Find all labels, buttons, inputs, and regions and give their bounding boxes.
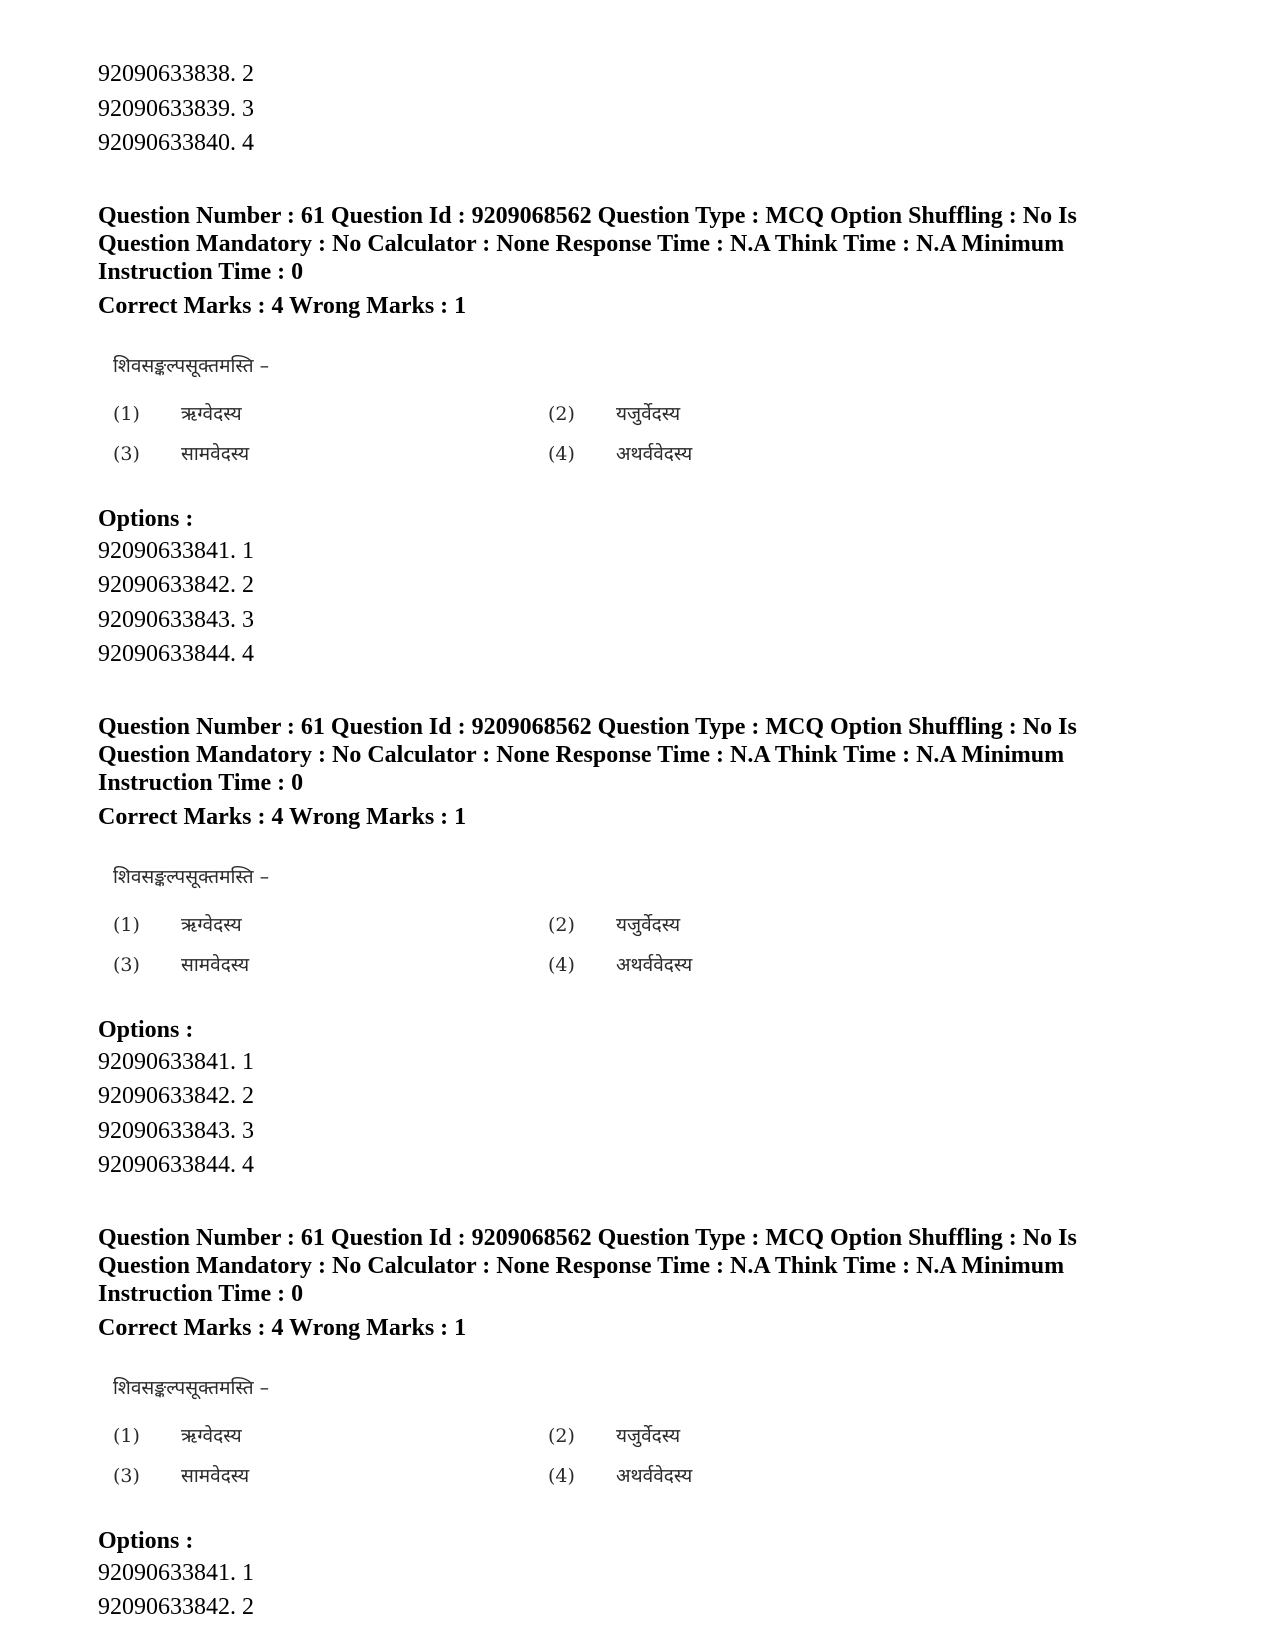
choice-number: (1) [113, 1424, 140, 1447]
question-block [98, 202, 1178, 672]
option-line: 92090633841. 1 [98, 537, 254, 564]
options-label: Options : [98, 1527, 194, 1554]
option-line: 92090633840. 4 [98, 130, 254, 156]
choice-number: (4) [548, 953, 575, 976]
choice-4 [548, 951, 692, 977]
choice-1 [113, 1422, 242, 1448]
option-line: 92090633842. 2 [98, 572, 254, 598]
question-stem: शिवसङ्कल्पसूक्तमस्ति – [113, 354, 270, 377]
question-header: Question Number : 61 Question Id : 9209068562 Question Type : MCQ Option Shuffling : No Is Question Mandatory : No Calculator : None Response Time : N.A Think Time : N.A Minimum Instruction Time : 0 [98, 1224, 1077, 1307]
choice-number: (1) [113, 913, 140, 936]
question-block [98, 1224, 1178, 1625]
choice-text: अथर्ववेदस्य [616, 1464, 693, 1487]
choice-text: अथर्ववेदस्य [616, 442, 693, 465]
options-label: Options : [98, 505, 194, 532]
option-line: 92090633843. 3 [98, 1117, 254, 1144]
question-image [98, 1352, 1178, 1522]
choice-number: (4) [548, 442, 575, 465]
option-line: 92090633842. 2 [98, 1083, 254, 1109]
choice-number: (3) [113, 953, 140, 976]
option-line: 92090633844. 4 [98, 1152, 254, 1178]
question-image [98, 330, 1178, 500]
question-marks: Correct Marks : 4 Wrong Marks : 1 [98, 292, 467, 319]
options-label: Options : [98, 1016, 194, 1043]
question-stem: शिवसङ्कल्पसूक्तमस्ति – [113, 1376, 270, 1399]
question-header: Question Number : 61 Question Id : 9209068562 Question Type : MCQ Option Shuffling : No Is Question Mandatory : No Calculator : None Response Time : N.A Think Time : N.A Minimum Instruction Time : 0 [98, 713, 1077, 796]
choice-2 [548, 911, 680, 937]
choice-text: ऋग्वेदस्य [181, 402, 242, 425]
choice-number: (1) [113, 402, 140, 425]
option-line: 92090633841. 1 [98, 1559, 254, 1586]
question-image [98, 841, 1178, 1011]
question-marks: Correct Marks : 4 Wrong Marks : 1 [98, 1314, 467, 1341]
choice-2 [548, 400, 680, 426]
option-line: 92090633844. 4 [98, 641, 254, 667]
choice-1 [113, 400, 242, 426]
choice-1 [113, 911, 242, 937]
choice-number: (2) [548, 1424, 575, 1447]
choice-number: (2) [548, 913, 575, 936]
choice-number: (2) [548, 402, 575, 425]
choice-text: यजुर्वेदस्य [616, 913, 681, 936]
option-line: 92090633843. 3 [98, 606, 254, 633]
choice-text: यजुर्वेदस्य [616, 402, 681, 425]
choice-text: सामवेदस्य [181, 953, 250, 976]
choice-text: अथर्ववेदस्य [616, 953, 693, 976]
option-line: 92090633841. 1 [98, 1048, 254, 1075]
choice-number: (3) [113, 442, 140, 465]
choice-text: सामवेदस्य [181, 1464, 250, 1487]
choice-2 [548, 1422, 680, 1448]
choice-text: यजुर्वेदस्य [616, 1424, 681, 1447]
top-options-list [98, 57, 1178, 161]
question-marks: Correct Marks : 4 Wrong Marks : 1 [98, 803, 467, 830]
document-page [98, 57, 1178, 1625]
choice-4 [548, 440, 692, 466]
option-line: 92090633838. 2 [98, 61, 254, 87]
question-block [98, 713, 1178, 1183]
question-header: Question Number : 61 Question Id : 9209068562 Question Type : MCQ Option Shuffling : No Is Question Mandatory : No Calculator : None Response Time : N.A Think Time : N.A Minimum Instruction Time : 0 [98, 202, 1077, 285]
choice-3 [113, 440, 249, 466]
choice-3 [113, 951, 249, 977]
choice-3 [113, 1462, 249, 1488]
choice-text: ऋग्वेदस्य [181, 913, 242, 936]
option-line: 92090633839. 3 [98, 95, 254, 122]
choice-text: ऋग्वेदस्य [181, 1424, 242, 1447]
choice-text: सामवेदस्य [181, 442, 250, 465]
choice-4 [548, 1462, 692, 1488]
option-line: 92090633842. 2 [98, 1594, 254, 1620]
question-stem: शिवसङ्कल्पसूक्तमस्ति – [113, 865, 270, 888]
choice-number: (3) [113, 1464, 140, 1487]
choice-number: (4) [548, 1464, 575, 1487]
